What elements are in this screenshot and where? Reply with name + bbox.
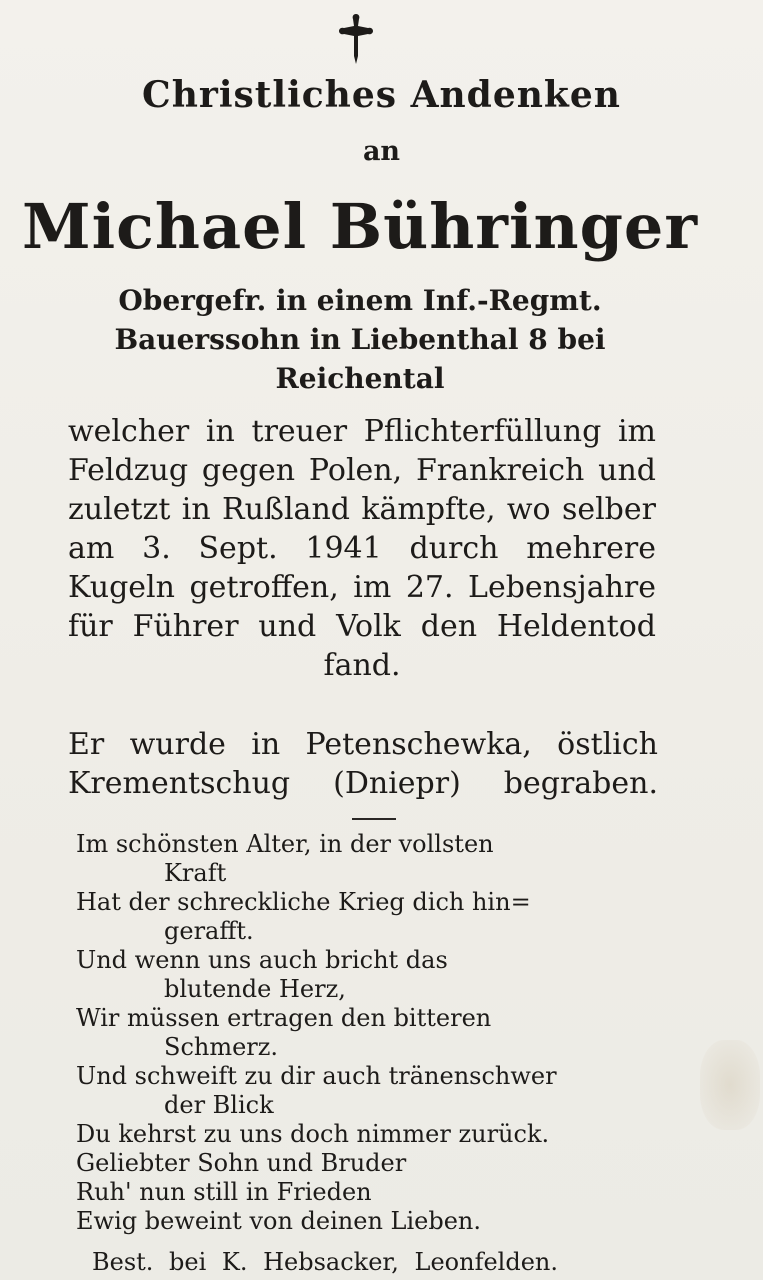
poem-line: Im schönsten Alter, in der vollsten <box>76 830 494 858</box>
poem-line: Geliebter Sohn und Bruder <box>76 1149 407 1177</box>
poem-line: Hat der schreckliche Krieg dich hin= <box>76 888 531 916</box>
poem-line: Ruh' nun still in Frieden <box>76 1178 372 1206</box>
burial-paragraph: Er wurde in Petenschewka, östlich Krementschug (Dniepr) begraben. <box>68 727 658 801</box>
deceased-name: Michael Bühringer <box>21 190 699 263</box>
poem-line: Wir müssen ertragen den bitteren <box>76 1004 492 1032</box>
poem-line: blutende Herz, <box>164 975 346 1003</box>
poem-line: Und schweift zu dir auch tränenschwer <box>76 1062 557 1090</box>
paper-stain <box>700 1040 760 1130</box>
poem-line: der Blick <box>164 1091 274 1119</box>
poem-line: gerafft. <box>164 917 254 945</box>
origin-line-1: Bauerssohn in Liebenthal 8 bei <box>114 323 606 356</box>
poem-line: Kraft <box>164 859 227 887</box>
printer-credit: Best. bei K. Hebsacker, Leonfelden. <box>92 1248 558 1276</box>
origin-line-2: Reichental <box>275 362 445 395</box>
divider <box>352 818 396 820</box>
poem-line: Du kehrst zu uns doch nimmer zurück. <box>76 1120 550 1148</box>
biography-paragraph <box>68 412 656 685</box>
memorial-poem <box>76 830 666 1236</box>
card-title: Christliches Andenken <box>142 74 621 116</box>
poem-line: Und wenn uns auch bricht das <box>76 946 448 974</box>
preposition-an: an <box>362 136 401 167</box>
poem-line: Schmerz. <box>164 1033 279 1061</box>
cross-icon <box>336 12 376 66</box>
poem-line: Ewig beweint von deinen Lieben. <box>76 1207 481 1235</box>
military-rank: Obergefr. in einem Inf.-Regmt. <box>118 284 602 317</box>
biography-text: welcher in treuer Pflichterfüllung im Feldzug gegen Polen, Frankreich und zuletzt in Rußland kämpfte, wo selber am 3. Sept. 1941 durch mehrere Kugeln getroffen, im 27. Lebensjahre für Führer und Volk den Heldentod fand. <box>68 414 656 683</box>
